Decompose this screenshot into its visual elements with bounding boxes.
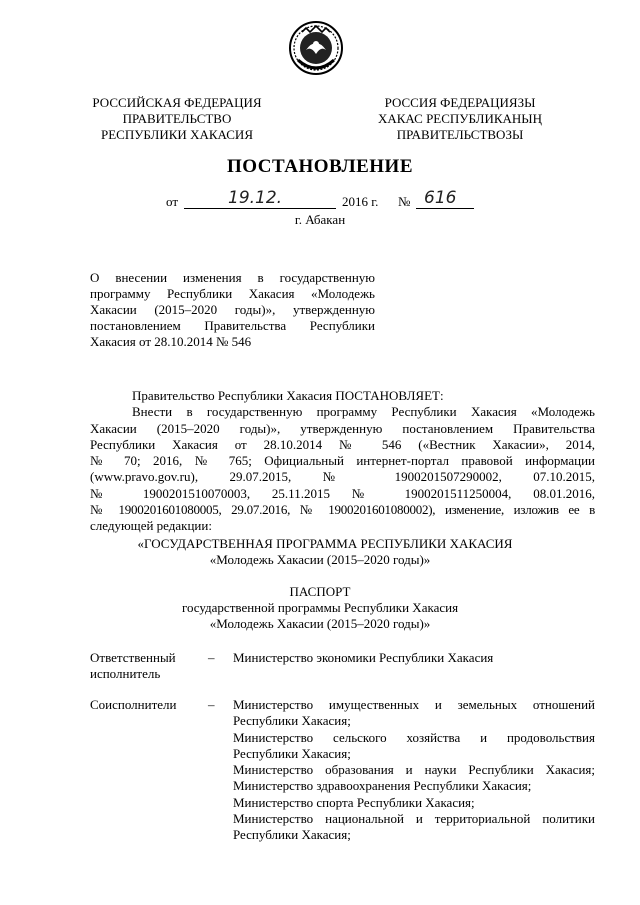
row-value-line: Республики Хакасия; xyxy=(233,713,351,729)
handwritten-number: 616 xyxy=(424,188,457,208)
header-left xyxy=(62,95,292,143)
row-dash: – xyxy=(208,650,215,665)
body-line: № 70; 2016, № 765; Официальный интернет-портал правовой информации xyxy=(90,453,595,469)
date-underline xyxy=(184,208,336,209)
header-right xyxy=(345,95,575,143)
passport-heading-line: государственной программы Республики Хакасия xyxy=(181,600,459,615)
row-value-line: Министерство спорта Республики Хакасия; xyxy=(233,794,475,810)
number-underline xyxy=(416,208,474,209)
subject-line: Хакасия от 28.10.2014 № 546 xyxy=(90,334,252,349)
passport-heading xyxy=(0,584,640,632)
header-right-line: РОССИЯ ФЕДЕРАЦИЯЗЫ xyxy=(384,95,536,110)
row-value-coexecutors xyxy=(233,697,595,844)
body-line: № 1900201510070003, 25.11.2015 № 1900201511250004, 08.01.2016, xyxy=(90,485,595,501)
body-line: № 1900201601080005, 29.07.2016, № 1900201601080002), изменение, изложив ее в xyxy=(90,502,595,518)
header-left-line: РЕСПУБЛИКИ ХАКАСИЯ xyxy=(100,127,253,142)
row-value-line: Министерство образования и науки Республики Хакасия; xyxy=(233,762,595,778)
program-title xyxy=(0,536,640,568)
header-left-line: РОССИЙСКАЯ ФЕДЕРАЦИЯ xyxy=(92,95,262,110)
row-label-line: исполнитель xyxy=(90,666,161,681)
subject-line: О внесении изменения в государственную xyxy=(90,270,375,285)
date-prefix: от xyxy=(166,194,179,209)
date-year: 2016 г. xyxy=(342,194,379,209)
coat-of-arms-icon xyxy=(288,20,344,76)
body-line: следующей редакции: xyxy=(90,518,212,534)
header-right-line: ПРАВИТЕЛЬСТВОЗЫ xyxy=(396,127,524,142)
body-line: Правительство Республики Хакасия ПОСТАНОВЛЯЕТ: xyxy=(132,388,444,403)
header-left-line: ПРАВИТЕЛЬСТВО xyxy=(122,111,232,126)
subject-block xyxy=(90,270,375,350)
document-title: ПОСТАНОВЛЕНИЕ xyxy=(226,156,414,177)
body-text xyxy=(90,388,595,535)
body-line: (www.pravo.gov.ru), 29.07.2015, № 1900201507290002, 07.10.2015, xyxy=(90,469,595,485)
row-label-line: Соисполнители xyxy=(90,697,177,712)
body-line: Внести в государственную программу Республики Хакасия «Молодежь xyxy=(132,404,595,420)
handwritten-date: 19.12. xyxy=(228,188,283,208)
row-value-line: Республики Хакасия; xyxy=(233,745,351,761)
body-line: Хакасии (2015–2020 годы)», утвержденную постановлением Правительства xyxy=(90,420,595,436)
row-value-responsible xyxy=(233,650,595,666)
row-value-line: Министерство экономики Республики Хакасия xyxy=(233,650,494,665)
row-value-line: Министерство имущественных и земельных отношений xyxy=(233,697,595,712)
row-label-line: Ответственный xyxy=(90,650,176,665)
row-label-coexecutors xyxy=(90,697,200,713)
passport-heading-line: ПАСПОРТ xyxy=(289,584,351,599)
row-value-line: Министерство национальной и территориальной политики xyxy=(233,811,595,827)
row-value-line: Республики Хакасия; xyxy=(233,827,351,843)
number-sign: № xyxy=(398,194,411,209)
city: г. Абакан xyxy=(294,212,346,227)
row-label-responsible xyxy=(90,650,200,682)
body-line: Республики Хакасия от 28.10.2014 № 546 («Вестник Хакасии», 2014, xyxy=(90,436,595,452)
subject-line: постановлением Правительства Республики xyxy=(90,318,375,333)
subject-line: программу Республики Хакасия «Молодежь xyxy=(90,286,375,301)
row-value-line: Министерство здравоохранения Республики Хакасия; xyxy=(233,778,532,794)
passport-heading-line: «Молодежь Хакасии (2015–2020 годы)» xyxy=(209,616,431,631)
row-dash: – xyxy=(208,697,215,712)
row-value-line: Министерство сельского хозяйства и продовольствия xyxy=(233,729,595,745)
header-right-line: ХАКАС РЕСПУБЛИКАНЫҢ xyxy=(377,111,543,126)
program-title-line: «Молодежь Хакасии (2015–2020 годы)» xyxy=(209,552,431,567)
subject-line: Хакасии (2015–2020 годы)», утвержденную xyxy=(90,302,375,317)
program-title-line: «ГОСУДАРСТВЕННАЯ ПРОГРАММА РЕСПУБЛИКИ ХАКАСИЯ xyxy=(137,536,513,551)
